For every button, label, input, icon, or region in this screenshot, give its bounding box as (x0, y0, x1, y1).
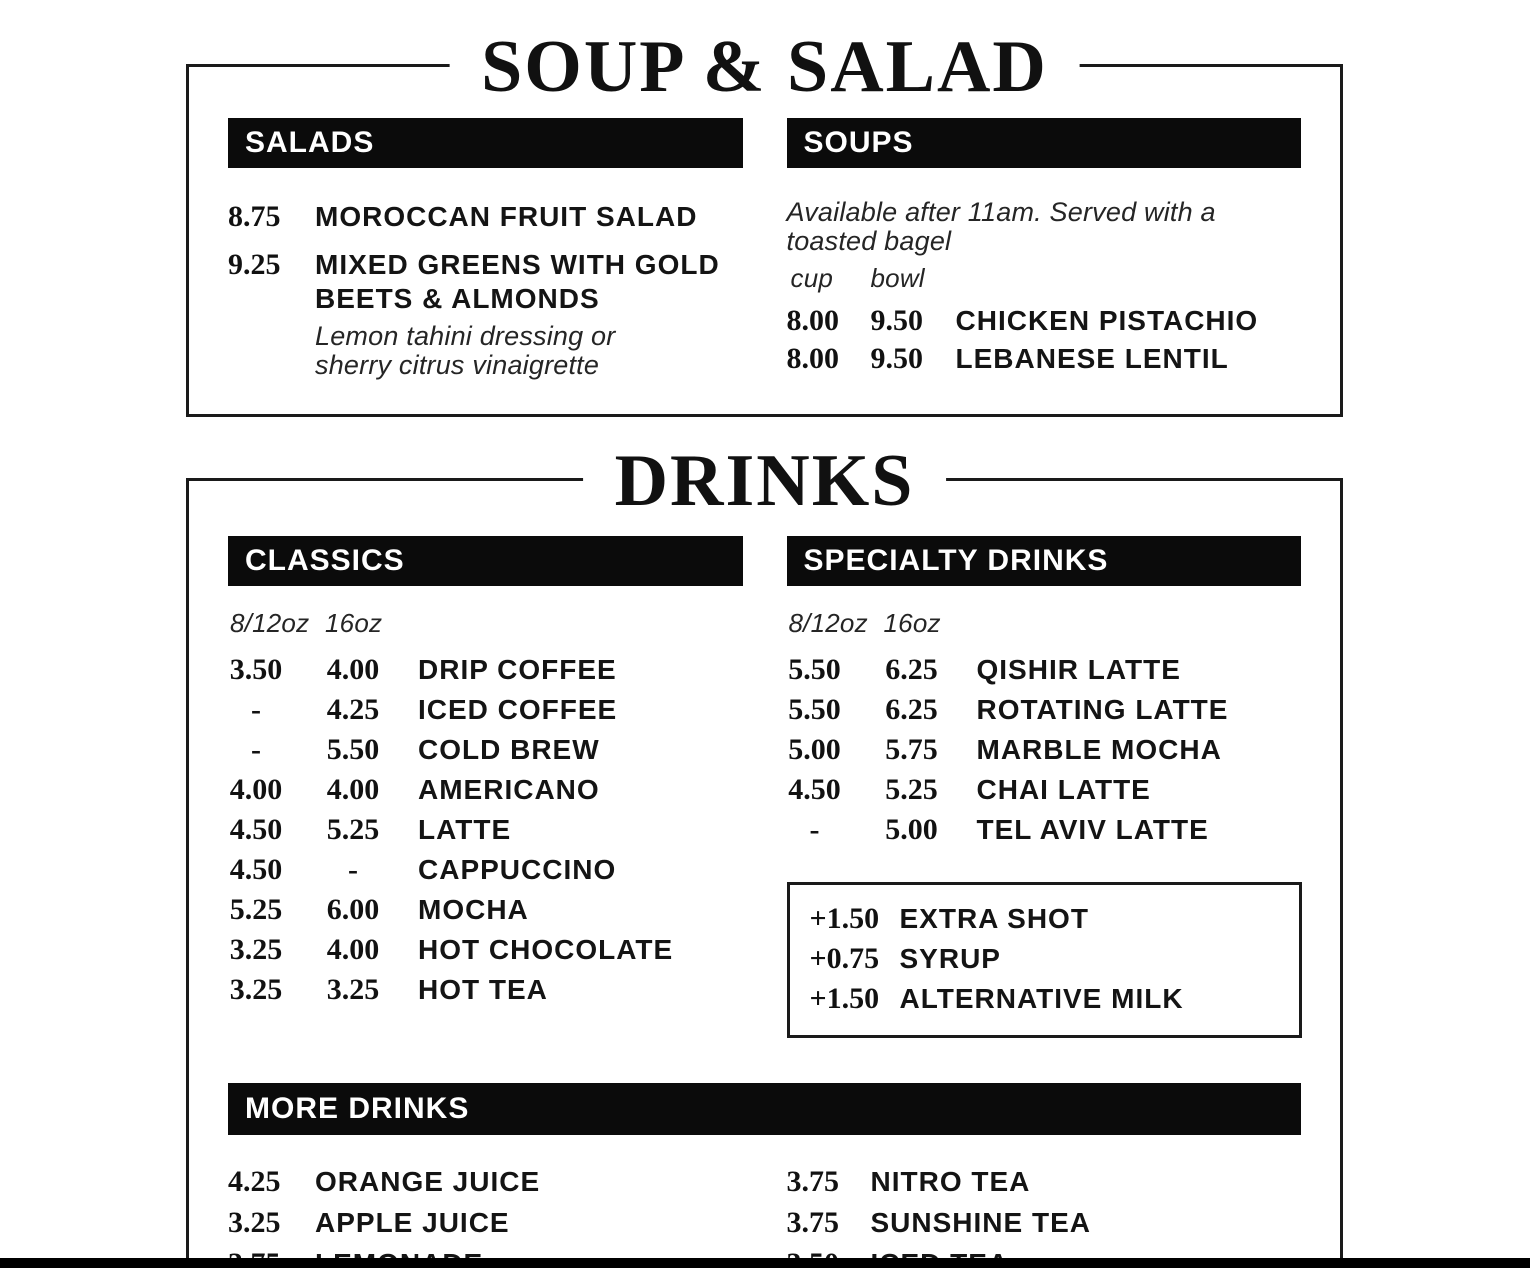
item-price-small: 5.25 (229, 893, 283, 926)
menu-item-row (787, 650, 1302, 690)
addon-row (810, 939, 1299, 979)
item-price-large: 4.00 (326, 773, 380, 806)
section-soup-salad (186, 26, 1343, 417)
item-price-small: 5.00 (788, 733, 841, 766)
item-price-large: 5.75 (885, 733, 938, 766)
menu-item-row (787, 340, 1302, 378)
item-price-large: - (348, 853, 358, 886)
drinks-columns (189, 481, 1340, 1038)
item-name: NITRO TEA (870, 1166, 1031, 1197)
item-price-large: 4.00 (326, 653, 380, 686)
addon-name: EXTRA SHOT (899, 903, 1089, 934)
size-label-large: 16oz (325, 608, 383, 638)
item-name: TEL AVIV LATTE (976, 814, 1209, 845)
menu-item-row (228, 690, 743, 730)
item-price-large: 6.25 (885, 653, 938, 686)
item-price-bowl: 9.50 (870, 342, 923, 375)
item-name: LATTE (418, 814, 512, 845)
item-price: 3.75 (786, 1165, 839, 1198)
addon-row (810, 899, 1299, 939)
item-name: ROTATING LATTE (976, 694, 1229, 725)
addon-row (810, 979, 1299, 1019)
menu-item-row (787, 730, 1302, 770)
item-price-small: 4.50 (229, 853, 283, 886)
menu-item-row (787, 302, 1302, 340)
item-price-bowl: 9.50 (870, 304, 923, 337)
item-price-small: - (809, 813, 820, 846)
item-name: HOT TEA (418, 974, 548, 1005)
soups-items (787, 302, 1302, 378)
more-drinks-header-bar: MORE DRINKS (228, 1083, 1301, 1135)
menu-item-row (787, 1202, 1302, 1243)
menu-item-row (228, 650, 743, 690)
menu-item-row (228, 890, 743, 930)
menu-item-row (228, 810, 743, 850)
item-name: CHICKEN PISTACHIO (955, 305, 1259, 336)
size-label-small: 8/12oz (788, 608, 868, 638)
item-name: LEBANESE LENTIL (955, 343, 1229, 374)
salads-items (228, 200, 743, 380)
menu-item-row (228, 1161, 743, 1202)
specialty-size-labels (787, 608, 1302, 638)
menu-item-row (228, 970, 743, 1010)
menu-item-row (228, 770, 743, 810)
item-price-large: 5.00 (885, 813, 938, 846)
more-drinks-right-column (787, 1161, 1302, 1268)
item-price-large: 4.00 (326, 933, 380, 966)
size-label-bowl: bowl (870, 263, 925, 293)
section-drinks (186, 440, 1343, 1268)
item-name: APPLE JUICE (315, 1207, 510, 1238)
specialty-header-bar: SPECIALTY DRINKS (787, 536, 1302, 586)
more-drinks-left-column (228, 1161, 743, 1268)
classics-items (228, 650, 743, 1010)
menu-item-row (228, 200, 743, 234)
menu-item-row (787, 690, 1302, 730)
item-name: DRIP COFFEE (418, 654, 617, 685)
size-label-small: 8/12oz (230, 608, 310, 638)
addon-price: +1.50 (809, 902, 880, 935)
item-name: ICED COFFEE (418, 694, 618, 725)
item-price-large: 4.25 (326, 693, 380, 726)
menu-item-row (228, 248, 743, 380)
size-label-large: 16oz (883, 608, 941, 638)
item-name: CAPPUCCINO (418, 854, 617, 885)
item-name: SUNSHINE TEA (870, 1207, 1091, 1238)
item-name: MARBLE MOCHA (976, 734, 1222, 765)
menu-item-row (228, 730, 743, 770)
item-price: 9.25 (228, 248, 281, 281)
item-price-cup: 8.00 (786, 342, 839, 375)
soups-column (787, 67, 1302, 380)
item-name: ORANGE JUICE (315, 1166, 541, 1197)
item-price-small: 5.50 (788, 693, 841, 726)
classics-column (228, 481, 743, 1038)
item-price-small: - (251, 733, 261, 766)
item-price-small: 3.25 (229, 973, 283, 1006)
item-name: COLD BREW (418, 734, 600, 765)
addon-name: ALTERNATIVE MILK (899, 983, 1184, 1014)
menu-item-row (787, 1161, 1302, 1202)
item-price-large: 5.25 (885, 773, 938, 806)
item-price: 3.75 (786, 1206, 839, 1239)
item-price-small: 5.50 (788, 653, 841, 686)
item-name: MIXED GREENS WITH GOLD BEETS & ALMONDS (315, 249, 720, 314)
item-price-cup: 8.00 (786, 304, 839, 337)
item-name: CHAI LATTE (976, 774, 1151, 805)
section-title-drinks: DRINKS (583, 444, 947, 518)
item-price: 8.75 (228, 200, 281, 233)
soups-header-bar: SOUPS (787, 118, 1302, 168)
classics-size-labels (228, 608, 743, 638)
item-price-large: 6.00 (326, 893, 380, 926)
menu-item-row (787, 810, 1302, 850)
specialty-items (787, 650, 1302, 850)
addon-name: SYRUP (899, 943, 1001, 974)
size-label-cup: cup (790, 263, 834, 293)
menu-item-row (228, 930, 743, 970)
menu-item-row (228, 850, 743, 890)
item-price-large: 5.50 (326, 733, 380, 766)
item-price: 4.25 (228, 1165, 281, 1198)
item-price-small: 3.25 (229, 933, 283, 966)
item-name: MOROCCAN FRUIT SALAD (315, 201, 698, 232)
soups-size-labels (787, 264, 1302, 292)
item-name: AMERICANO (418, 774, 600, 805)
item-price-large: 6.25 (885, 693, 938, 726)
item-price-small: 4.50 (229, 813, 283, 846)
item-description: Lemon tahini dressing or sherry citrus vinaigrette (315, 321, 616, 380)
soup-salad-columns (189, 67, 1340, 380)
item-name: HOT CHOCOLATE (418, 934, 674, 965)
addons-box (787, 882, 1302, 1038)
salads-header-bar: SALADS (228, 118, 743, 168)
salads-column (228, 67, 743, 380)
item-price-large: 3.25 (326, 973, 380, 1006)
menu-item-row (228, 1202, 743, 1243)
item-price-large: 5.25 (326, 813, 380, 846)
addon-price: +1.50 (809, 982, 880, 1015)
bottom-crop-bar (0, 1258, 1530, 1268)
soups-note: Available after 11am. Served with a toasted bagel (786, 197, 1216, 256)
item-price-small: 3.50 (229, 653, 283, 686)
item-name-cell (315, 248, 743, 380)
item-name: QISHIR LATTE (976, 654, 1181, 685)
item-price-small: 4.50 (788, 773, 841, 806)
item-price-small: 4.00 (229, 773, 283, 806)
classics-header-bar: CLASSICS (228, 536, 743, 586)
item-price-small: - (251, 693, 261, 726)
menu-item-row (787, 770, 1302, 810)
section-title-soup-salad: SOUP & SALAD (449, 30, 1080, 104)
item-name: MOCHA (418, 894, 529, 925)
addon-price: +0.75 (809, 942, 880, 975)
specialty-column (787, 481, 1302, 1038)
item-price: 3.25 (228, 1206, 281, 1239)
more-drinks-columns (189, 1161, 1340, 1268)
